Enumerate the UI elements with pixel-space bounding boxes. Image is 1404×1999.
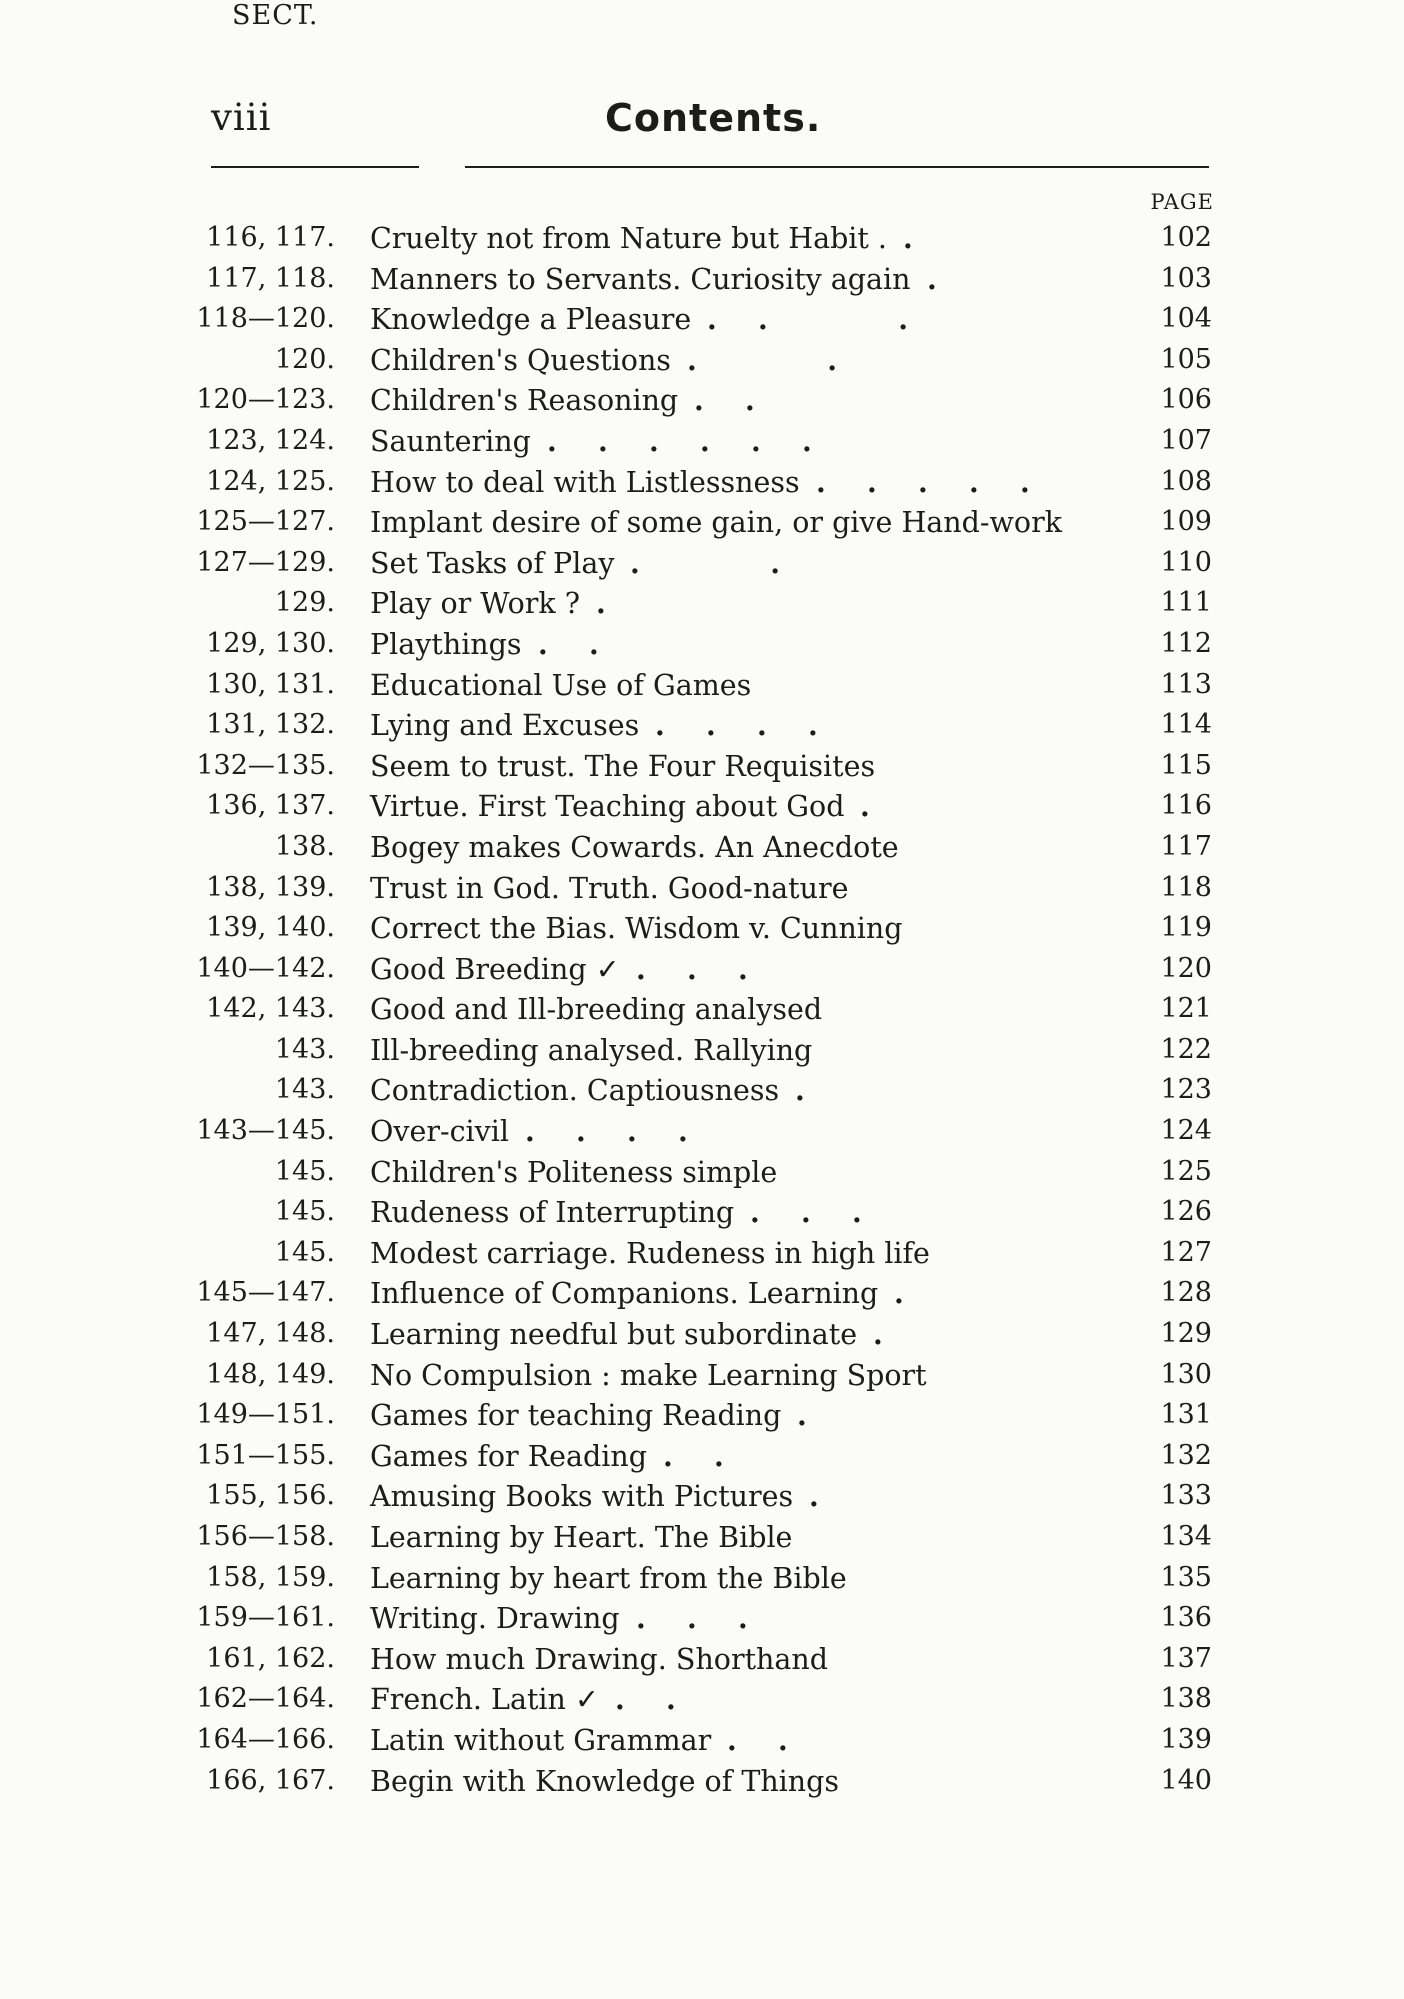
table-row [0, 1399, 1404, 1440]
entry-title: Good Breeding ✓ [370, 952, 620, 986]
page-number-ref: 110 [1160, 546, 1212, 578]
table-row [0, 831, 1404, 872]
page-number-ref: 132 [1160, 1439, 1212, 1471]
section-numbers: 159—161. [196, 1602, 335, 1634]
page-number-ref: 104 [1160, 303, 1212, 335]
page-number: viii [211, 96, 272, 139]
section-numbers: 156—158. [196, 1521, 335, 1552]
page-number-ref: 137 [1160, 1642, 1212, 1674]
section-numbers: 147, 148. [206, 1318, 335, 1350]
section-numbers: 127—129. [196, 546, 335, 578]
table-row [0, 384, 1404, 425]
entry-title: Knowledge a Pleasure [370, 303, 692, 337]
page-number-ref: 102 [1160, 222, 1212, 253]
leader-dots: . . . . [655, 709, 821, 743]
entry-title: How much Drawing. Shorthand [370, 1642, 828, 1676]
leader-dots: . [596, 587, 609, 621]
page-number-ref: 113 [1160, 668, 1212, 700]
table-row [0, 709, 1404, 750]
page-number-ref: 108 [1160, 465, 1212, 497]
page-number-ref: 112 [1160, 627, 1212, 659]
entry-title: Good and Ill-breeding analysed [370, 993, 823, 1027]
header-rule-right [465, 166, 1209, 168]
table-row [0, 1115, 1404, 1156]
table-row [0, 1074, 1404, 1115]
section-numbers: 145—147. [196, 1277, 335, 1309]
page-number-ref: 103 [1160, 262, 1212, 294]
section-numbers: 124, 125. [206, 465, 335, 497]
entry-title: Lying and Excuses [370, 709, 640, 743]
table-row [0, 222, 1404, 263]
page-number-ref: 118 [1160, 871, 1212, 903]
page-number-ref: 136 [1160, 1602, 1212, 1634]
table-row [0, 303, 1404, 344]
page-number-ref: 121 [1160, 993, 1212, 1025]
entry-title: Implant desire of some gain, or give Hand-work [370, 506, 1062, 540]
page-number-ref: 111 [1160, 587, 1212, 619]
page-number-ref: 130 [1160, 1358, 1212, 1390]
section-numbers: 161, 162. [206, 1642, 335, 1674]
entry-title: Children's Questions [370, 343, 671, 377]
section-numbers: 148, 149. [206, 1358, 335, 1390]
page-number-ref: 125 [1160, 1155, 1212, 1187]
section-numbers: 145. [274, 1196, 335, 1228]
table-row [0, 506, 1404, 547]
entry-title: Begin with Knowledge of Things [370, 1764, 840, 1798]
leader-dots: . . [630, 546, 783, 580]
entry-title: Cruelty not from Nature but Habit . [370, 222, 887, 255]
section-numbers: 138. [274, 830, 335, 862]
page-number-ref: 128 [1160, 1277, 1212, 1309]
section-numbers: 125—127. [196, 506, 335, 538]
entry-title: Children's Reasoning [370, 384, 679, 418]
section-numbers: 139, 140. [206, 912, 335, 944]
section-numbers: 129, 130. [206, 627, 335, 659]
leader-dots: . . . [707, 303, 924, 337]
leader-dots: . . . . . [816, 465, 1033, 499]
page-number-ref: 140 [1160, 1764, 1212, 1796]
page-number-ref: 129 [1160, 1318, 1212, 1350]
entry-title: Contradiction. Captiousness [370, 1074, 780, 1108]
page-number-ref: 139 [1160, 1723, 1212, 1755]
entry-title: Games for teaching Reading [370, 1399, 782, 1433]
section-numbers: 143. [274, 1074, 335, 1106]
table-row [0, 1318, 1404, 1359]
section-numbers: 164—166. [196, 1723, 335, 1755]
section-numbers: 149—151. [196, 1399, 335, 1431]
entry-title: Ill-breeding analysed. Rallying [370, 1033, 813, 1067]
section-numbers: 151—155. [196, 1439, 335, 1471]
leader-dots: . . [687, 343, 853, 377]
table-row [0, 425, 1404, 466]
section-numbers: 132—135. [196, 749, 335, 781]
entry-title: Playthings [370, 627, 522, 661]
page-title: Contents. [605, 96, 822, 140]
page-number-ref: 106 [1160, 384, 1212, 416]
table-row [0, 1562, 1404, 1603]
table-row [0, 1359, 1404, 1400]
table-row [0, 1196, 1404, 1237]
section-numbers: 162—164. [196, 1683, 335, 1715]
section-numbers: 120—123. [196, 384, 335, 416]
table-row [0, 344, 1404, 385]
entry-title: Virtue. First Teaching about God [370, 790, 845, 824]
leader-dots: . . . . . . [547, 424, 815, 458]
leader-dots: . [894, 1277, 907, 1311]
page-number-ref: 123 [1160, 1074, 1212, 1106]
section-numbers: 166, 167. [206, 1764, 335, 1796]
entry-title: Over-civil [370, 1115, 509, 1149]
entry-title: Play or Work ? [370, 587, 581, 621]
table-row [0, 547, 1404, 588]
leader-dots: . [873, 1318, 886, 1352]
page-number-ref: 105 [1160, 343, 1212, 375]
table-row [0, 790, 1404, 831]
section-numbers: 143—145. [196, 1115, 335, 1147]
leader-dots: . [797, 1399, 810, 1433]
section-numbers: 123, 124. [206, 424, 335, 456]
section-numbers: 120. [274, 343, 335, 375]
entry-title: Seem to trust. The Four Requisites [370, 749, 876, 783]
sect-column-header: SECT. [232, 0, 319, 31]
leader-dots: . . . [636, 1602, 751, 1636]
table-row [0, 1480, 1404, 1521]
entry-title: Trust in God. Truth. Good-nature [370, 871, 849, 905]
page-number-ref: 114 [1160, 709, 1212, 741]
page-number-ref: 120 [1160, 952, 1212, 984]
section-numbers: 145. [274, 1155, 335, 1187]
table-row [0, 587, 1404, 628]
entry-title: Writing. Drawing [370, 1602, 620, 1636]
table-row [0, 993, 1404, 1034]
entry-title: Rudeness of Interrupting [370, 1196, 735, 1230]
leader-dots: . . [694, 384, 758, 418]
leader-dots: . . . [636, 952, 751, 986]
entry-title: Correct the Bias. Wisdom v. Cunning [370, 912, 903, 946]
page-number-ref: 122 [1160, 1033, 1212, 1065]
leader-dots: . . [727, 1723, 791, 1757]
page-number-ref: 119 [1160, 912, 1212, 944]
section-numbers: 143. [274, 1033, 335, 1065]
page-number-ref: 124 [1160, 1115, 1212, 1147]
entry-title: Educational Use of Games [370, 668, 752, 702]
page-number-ref: 115 [1160, 749, 1212, 781]
entry-title: Amusing Books with Pictures [370, 1480, 794, 1514]
table-row [0, 1440, 1404, 1481]
page-number-ref: 138 [1160, 1683, 1212, 1715]
leader-dots: . . . [750, 1196, 865, 1230]
entry-title: Influence of Companions. Learning [370, 1277, 879, 1311]
section-numbers: 116, 117. [206, 222, 335, 253]
section-numbers: 117, 118. [206, 262, 335, 294]
page-number-ref: 117 [1160, 830, 1212, 862]
leader-dots: . [927, 262, 953, 296]
page-number-ref: 134 [1160, 1521, 1212, 1552]
leader-dots: . [860, 790, 873, 824]
page-number-ref: 126 [1160, 1196, 1212, 1228]
table-row [0, 263, 1404, 304]
section-numbers: 136, 137. [206, 790, 335, 822]
leader-dots: . [809, 1480, 822, 1514]
section-numbers: 130, 131. [206, 668, 335, 700]
entry-title: Learning by heart from the Bible [370, 1561, 847, 1595]
section-numbers: 140—142. [196, 952, 335, 984]
table-row [0, 912, 1404, 953]
section-numbers: 158, 159. [206, 1561, 335, 1593]
table-row [0, 953, 1404, 994]
section-numbers: 138, 139. [206, 871, 335, 903]
table-row [0, 628, 1404, 669]
section-numbers: 129. [274, 587, 335, 619]
leader-dots: . . [538, 627, 602, 661]
section-numbers: 131, 132. [206, 709, 335, 741]
table-row [0, 1602, 1404, 1643]
table-row [0, 1034, 1404, 1075]
entry-title: Manners to Servants. Curiosity again [370, 262, 911, 296]
page-number-ref: 135 [1160, 1561, 1212, 1593]
page-number-ref: 127 [1160, 1236, 1212, 1268]
table-row [0, 750, 1404, 791]
table-row [0, 1521, 1404, 1562]
entry-title: French. Latin ✓ [370, 1683, 599, 1717]
table-row [0, 1643, 1404, 1684]
page-number-ref: 131 [1160, 1399, 1212, 1431]
entry-title: No Compulsion : make Learning Sport [370, 1358, 927, 1392]
section-numbers: 118—120. [196, 303, 335, 335]
page-column-header: PAGE [1150, 190, 1214, 214]
table-row [0, 872, 1404, 913]
entry-title: Bogey makes Cowards. An Anecdote [370, 830, 899, 864]
entry-title: Modest carriage. Rudeness in high life [370, 1236, 930, 1270]
header-rule-left [211, 166, 419, 168]
entry-title: Latin without Grammar [370, 1723, 712, 1757]
table-row [0, 1724, 1404, 1765]
table-row [0, 1277, 1404, 1318]
page-number-ref: 107 [1160, 424, 1212, 456]
entry-title: Set Tasks of Play [370, 546, 615, 580]
leader-dots: . . [663, 1439, 727, 1473]
entry-title: How to deal with Listlessness [370, 465, 800, 499]
section-numbers: 142, 143. [206, 993, 335, 1025]
leader-dots: . [795, 1074, 808, 1108]
page-number-ref: 133 [1160, 1480, 1212, 1512]
page-number-ref: 116 [1160, 790, 1212, 822]
section-numbers: 145. [274, 1236, 335, 1268]
leader-dots: . [903, 222, 929, 255]
table-row [0, 1237, 1404, 1278]
leader-dots: . . . . [525, 1115, 691, 1149]
entry-title: Sauntering [370, 424, 531, 458]
contents-list [0, 222, 1404, 1805]
leader-dots: . . [615, 1683, 679, 1717]
table-row [0, 1156, 1404, 1197]
page-number-ref: 109 [1160, 506, 1212, 538]
table-row [0, 669, 1404, 710]
entry-title: Learning by Heart. The Bible [370, 1521, 793, 1554]
table-row [0, 466, 1404, 507]
table-row [0, 1765, 1404, 1806]
entry-title: Children's Politeness simple [370, 1155, 778, 1189]
entry-title: Games for Reading [370, 1439, 647, 1473]
entry-title: Learning needful but subordinate [370, 1318, 858, 1352]
section-numbers: 155, 156. [206, 1480, 335, 1512]
table-row [0, 1683, 1404, 1724]
